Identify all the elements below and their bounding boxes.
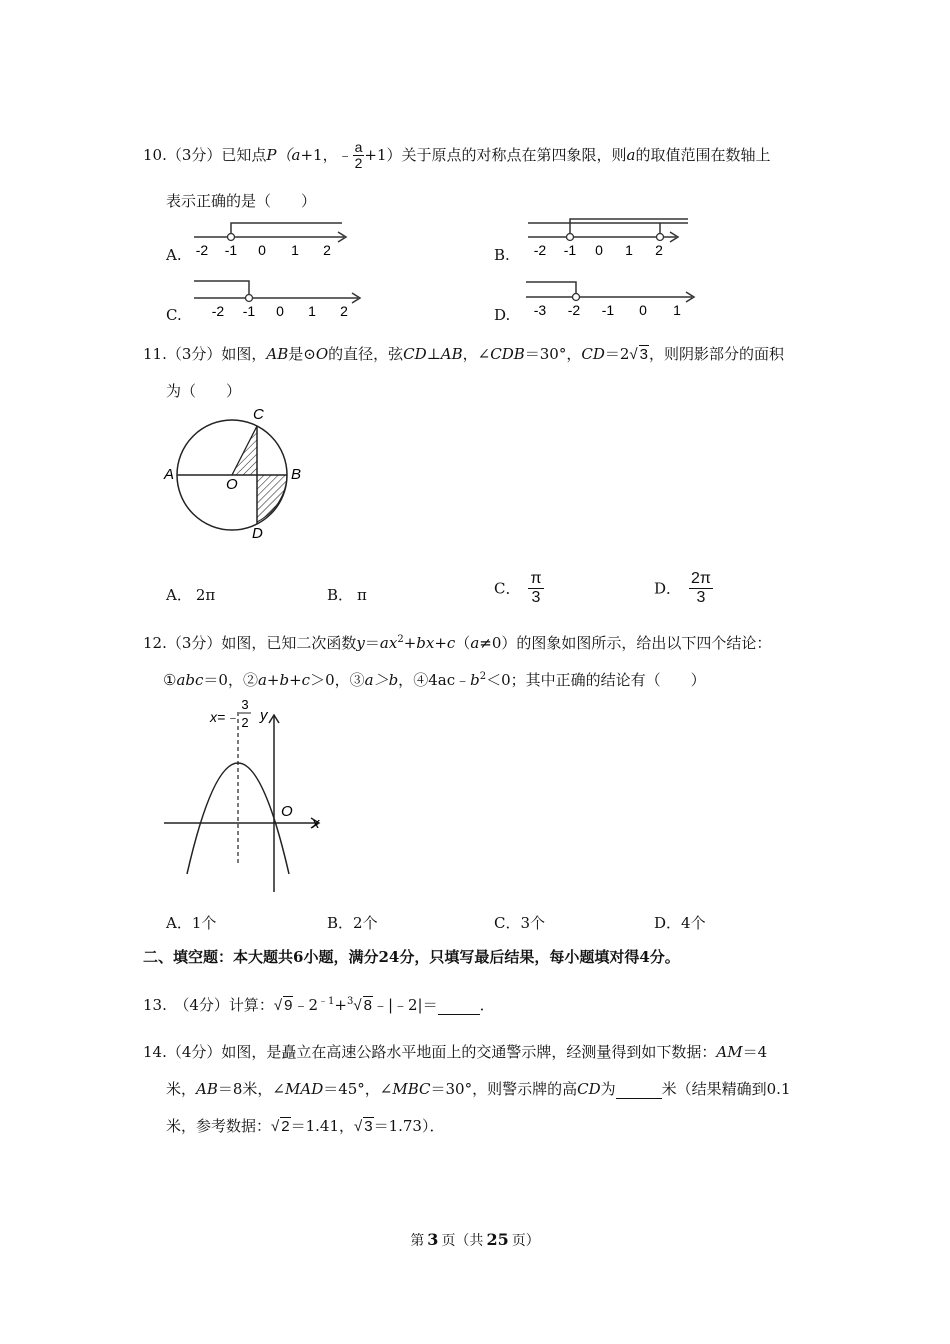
q10-fraction: $\frac{a}{2}$ (354, 139, 363, 172)
tick-label: -2 (211, 303, 225, 319)
label-O: O (281, 803, 293, 820)
q11-option-d: D． $\frac{2\pi}{3}$ (654, 570, 711, 606)
tick-label: 0 (639, 302, 647, 318)
q10-option-b-numberline (526, 213, 696, 259)
tick-label: 2 (323, 242, 331, 258)
label-A: A (164, 466, 175, 483)
frac-den: 2 (241, 715, 249, 730)
q11-option-c: C． $\frac{\pi}{3}$ (494, 570, 542, 606)
q13-line: 13. （4分）计算：√ $9﹣2^{﹣1}+^3√$ 8﹣|﹣2|＝ ． (143, 996, 495, 1014)
q12-option-d: D．4个 (654, 914, 706, 932)
q10-option-d-letter: D. (494, 306, 511, 324)
label-B: B (291, 466, 302, 483)
tick-label: 1 (308, 303, 316, 319)
q14-line1: 14.（4分）如图，是矗立在高速公路水平地面上的交通警示牌，经测量得到如下数据：AM＝4 (143, 1043, 768, 1061)
q14-line3: 米，参考数据：√ 2＝1.41，√ 3＝1.73）． (166, 1117, 445, 1135)
label-x: x (312, 815, 320, 832)
tick-label: 2 (655, 242, 663, 258)
label-y: y (260, 707, 268, 724)
q10-option-c-letter: C. (166, 306, 182, 324)
page-footer: 第 3 页（共 25 页） (410, 1230, 540, 1249)
tick-label: -2 (567, 302, 581, 318)
tick-label: 1 (291, 242, 299, 258)
q13-answer-blank (438, 996, 480, 1015)
q12-option-a: A．1个 (166, 914, 217, 932)
q10-line1: 10.（3分）已知点P（a+1，﹣ $\frac{a}{2}$ +1）关于原点的对称点在第四象限，则a的取值范围在数轴上 (143, 139, 771, 172)
q14-line2: 米，AB＝8米，∠MAD＝45°，∠MBC＝30°，则警示牌的高CD为 米（结果精确到0.1 (166, 1080, 791, 1098)
tick-label: 2 (340, 303, 348, 319)
q11-line1: 11.（3分）如图，AB是⊙O的直径，弦CD⊥AB，∠CDB＝30°，CD＝2√ 3，则阴影部分的面积 (143, 345, 785, 363)
q10-option-d-numberline (524, 278, 704, 320)
q10-option-b-letter: B. (494, 246, 510, 264)
tick-label: 0 (258, 242, 266, 258)
q12-option-b: B．2个 (327, 914, 378, 932)
q12-option-c: C．3个 (494, 914, 546, 932)
tick-label: -3 (533, 302, 547, 318)
tick-label: 0 (595, 242, 603, 258)
q12-line1: 12.（3分）如图，已知二次函数$y=ax^2+bx+c(a\ne 0)$的图象如图所示，给出以下四个结论： (143, 634, 772, 652)
q11-option-b: B． π (327, 586, 367, 604)
q10-line2: 表示正确的是（ ） (166, 192, 317, 210)
tick-label: -1 (601, 302, 615, 318)
q14-answer-blank (616, 1080, 662, 1099)
tick-label: 1 (625, 242, 633, 258)
q12-line2: ①abc＝0，②a+b+c＞0，③a＞b，$④4ac﹣b^2<0$；其中正确的结论有（ ） (163, 671, 706, 689)
section-2-heading: 二、填空题：本大题共6小题，满分24分，只填写最后结果，每小题填对得4分。 (143, 948, 680, 966)
tick-label: -1 (242, 303, 256, 319)
tick-label: -1 (563, 242, 577, 258)
q11-line2: 为（ ） (166, 382, 242, 400)
q10-option-a-letter: A. (166, 246, 182, 264)
tick-label: 0 (276, 303, 284, 319)
q12-parabola-figure (160, 694, 340, 896)
tick-label: -2 (533, 242, 547, 258)
frac-num: 3 (241, 697, 249, 712)
symmetry-axis-label: x=﹣ (210, 709, 240, 725)
tick-label: 1 (673, 302, 681, 318)
label-O: O (226, 476, 238, 493)
label-C: C (253, 406, 264, 423)
q11-option-a: A． 2π (166, 586, 216, 604)
q10-option-c-numberline (192, 276, 372, 320)
label-D: D (252, 525, 263, 542)
tick-label: -1 (224, 242, 238, 258)
q11-circle-figure (160, 402, 310, 546)
tick-label: -2 (195, 242, 209, 258)
q10-option-a-numberline (192, 218, 352, 258)
